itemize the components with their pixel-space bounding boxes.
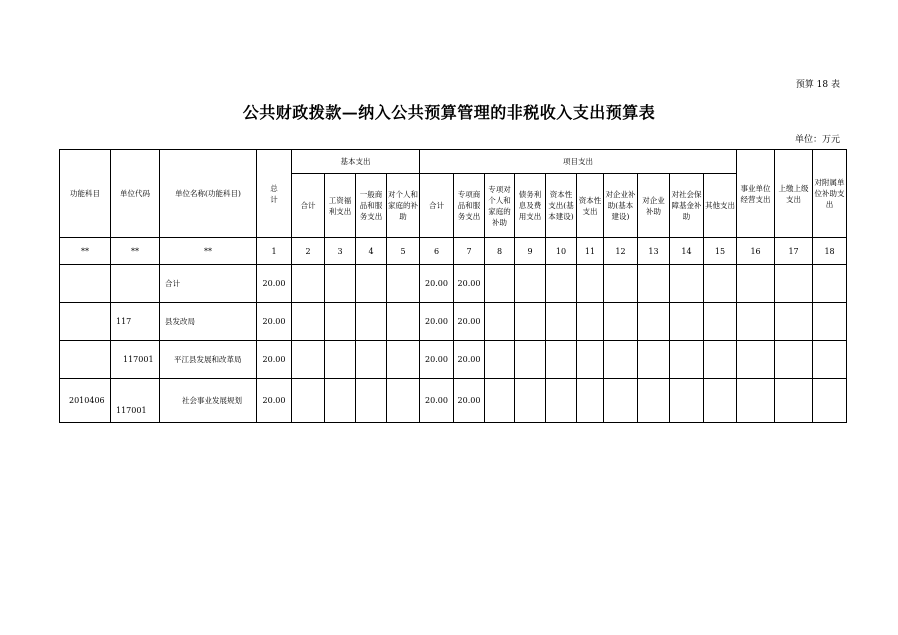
cell-name: 合计 xyxy=(160,265,257,303)
col-basic-group: 基本支出 xyxy=(292,150,420,174)
col-remit-upper: 上缴上级支出 xyxy=(775,150,813,238)
cell-name: 平江县发展和改革局 xyxy=(160,341,257,379)
empty-cell xyxy=(704,265,737,303)
cell-proj-special: 20.00 xyxy=(454,341,485,379)
index-cell: 18 xyxy=(813,238,847,265)
empty-cell xyxy=(704,341,737,379)
empty-cell xyxy=(387,265,420,303)
empty-cell xyxy=(577,341,604,379)
cell-func xyxy=(60,341,111,379)
col-func-subject: 功能科目 xyxy=(60,150,111,238)
cell-func: 2010406 xyxy=(60,379,111,423)
empty-cell xyxy=(775,341,813,379)
col-proj-ent: 对企业补助 xyxy=(638,174,670,238)
empty-cell xyxy=(292,265,325,303)
cell-total: 20.00 xyxy=(257,265,292,303)
cell-func xyxy=(60,303,111,341)
empty-cell xyxy=(737,303,775,341)
col-proj-other: 其他支出 xyxy=(704,174,737,238)
cell-proj-total: 20.00 xyxy=(420,265,454,303)
cell-proj-total: 20.00 xyxy=(420,379,454,423)
budget-table xyxy=(59,149,847,423)
empty-cell xyxy=(737,265,775,303)
col-proj-personal: 专项对个人和家庭的补助 xyxy=(485,174,515,238)
index-cell: 1 xyxy=(257,238,292,265)
empty-cell xyxy=(292,379,325,423)
col-subsidiary-aid: 对附属单位补助支出 xyxy=(813,150,847,238)
empty-cell xyxy=(775,265,813,303)
index-cell: 12 xyxy=(604,238,638,265)
empty-cell xyxy=(325,303,356,341)
empty-cell xyxy=(813,303,847,341)
col-basic-goods: 一般商品和服务支出 xyxy=(356,174,387,238)
cell-code: 117 xyxy=(111,303,160,341)
form-number: 预算 18 表 xyxy=(795,80,840,90)
cell-code xyxy=(111,265,160,303)
col-basic-total: 合计 xyxy=(292,174,325,238)
empty-cell xyxy=(387,341,420,379)
empty-cell xyxy=(604,379,638,423)
empty-cell xyxy=(670,265,704,303)
empty-cell xyxy=(813,265,847,303)
empty-cell xyxy=(356,379,387,423)
index-cell: ** xyxy=(60,238,111,265)
index-cell: 9 xyxy=(515,238,546,265)
empty-cell xyxy=(638,341,670,379)
col-proj-capital: 资本性支出 xyxy=(577,174,604,238)
col-unit-name: 单位名称(功能科目) xyxy=(160,150,257,238)
col-proj-goods: 专项商品和服务支出 xyxy=(454,174,485,238)
col-unit-code: 单位代码 xyxy=(111,150,160,238)
empty-cell xyxy=(604,341,638,379)
empty-cell xyxy=(638,265,670,303)
empty-cell xyxy=(515,379,546,423)
table-row xyxy=(60,303,847,341)
col-proj-debt: 债务利息及费用支出 xyxy=(515,174,546,238)
empty-cell xyxy=(813,379,847,423)
cell-proj-total: 20.00 xyxy=(420,341,454,379)
empty-cell xyxy=(485,379,515,423)
cell-total: 20.00 xyxy=(257,379,292,423)
col-total: 总计 xyxy=(257,150,292,238)
index-cell: 8 xyxy=(485,238,515,265)
empty-cell xyxy=(485,341,515,379)
empty-cell xyxy=(515,265,546,303)
empty-cell xyxy=(356,303,387,341)
index-cell: 4 xyxy=(356,238,387,265)
index-cell: 16 xyxy=(737,238,775,265)
empty-cell xyxy=(515,303,546,341)
empty-cell xyxy=(546,265,577,303)
page-title: 公共财政拨款—纳入公共预算管理的非税收入支出预算表 xyxy=(242,103,656,122)
empty-cell xyxy=(638,303,670,341)
empty-cell xyxy=(515,341,546,379)
index-cell: 10 xyxy=(546,238,577,265)
empty-cell xyxy=(387,379,420,423)
empty-cell xyxy=(292,303,325,341)
index-cell: 17 xyxy=(775,238,813,265)
unit-label: 单位：万元 xyxy=(794,135,840,145)
index-cell: 11 xyxy=(577,238,604,265)
empty-cell xyxy=(737,379,775,423)
cell-proj-special: 20.00 xyxy=(454,379,485,423)
empty-cell xyxy=(577,303,604,341)
cell-proj-total: 20.00 xyxy=(420,303,454,341)
index-cell: ** xyxy=(160,238,257,265)
empty-cell xyxy=(775,303,813,341)
col-business-op: 事业单位经营支出 xyxy=(737,150,775,238)
empty-cell xyxy=(577,379,604,423)
empty-cell xyxy=(292,341,325,379)
cell-total: 20.00 xyxy=(257,341,292,379)
empty-cell xyxy=(604,265,638,303)
index-cell: 15 xyxy=(704,238,737,265)
cell-func xyxy=(60,265,111,303)
col-proj-capital-infra: 资本性支出(基本建设) xyxy=(546,174,577,238)
col-project-group: 项目支出 xyxy=(420,150,737,174)
empty-cell xyxy=(577,265,604,303)
empty-cell xyxy=(325,379,356,423)
cell-total: 20.00 xyxy=(257,303,292,341)
empty-cell xyxy=(387,303,420,341)
index-cell: 14 xyxy=(670,238,704,265)
table-row xyxy=(60,379,847,423)
cell-code: 117001 xyxy=(111,341,160,379)
cell-proj-special: 20.00 xyxy=(454,303,485,341)
empty-cell xyxy=(704,303,737,341)
index-cell: 2 xyxy=(292,238,325,265)
cell-name: 县发改局 xyxy=(160,303,257,341)
col-proj-social-fund: 对社会保障基金补助 xyxy=(670,174,704,238)
empty-cell xyxy=(485,303,515,341)
index-cell: 3 xyxy=(325,238,356,265)
index-cell: 7 xyxy=(454,238,485,265)
empty-cell xyxy=(546,341,577,379)
empty-cell xyxy=(670,303,704,341)
empty-cell xyxy=(356,341,387,379)
col-proj-ent-infra: 对企业补助(基本建设) xyxy=(604,174,638,238)
col-basic-personal: 对个人和家庭的补助 xyxy=(387,174,420,238)
empty-cell xyxy=(546,303,577,341)
cell-code: 117001 xyxy=(111,379,160,423)
empty-cell xyxy=(325,341,356,379)
empty-cell xyxy=(638,379,670,423)
index-cell: ** xyxy=(111,238,160,265)
empty-cell xyxy=(775,379,813,423)
cell-proj-special: 20.00 xyxy=(454,265,485,303)
col-basic-wages: 工资福利支出 xyxy=(325,174,356,238)
index-cell: 13 xyxy=(638,238,670,265)
table-row xyxy=(60,341,847,379)
empty-cell xyxy=(546,379,577,423)
index-cell: 6 xyxy=(420,238,454,265)
empty-cell xyxy=(325,265,356,303)
index-cell: 5 xyxy=(387,238,420,265)
empty-cell xyxy=(704,379,737,423)
col-proj-total: 合计 xyxy=(420,174,454,238)
empty-cell xyxy=(670,379,704,423)
empty-cell xyxy=(356,265,387,303)
table-row xyxy=(60,265,847,303)
cell-name: 社会事业发展规划 xyxy=(160,379,257,423)
empty-cell xyxy=(485,265,515,303)
empty-cell xyxy=(737,341,775,379)
empty-cell xyxy=(604,303,638,341)
empty-cell xyxy=(670,341,704,379)
empty-cell xyxy=(813,341,847,379)
